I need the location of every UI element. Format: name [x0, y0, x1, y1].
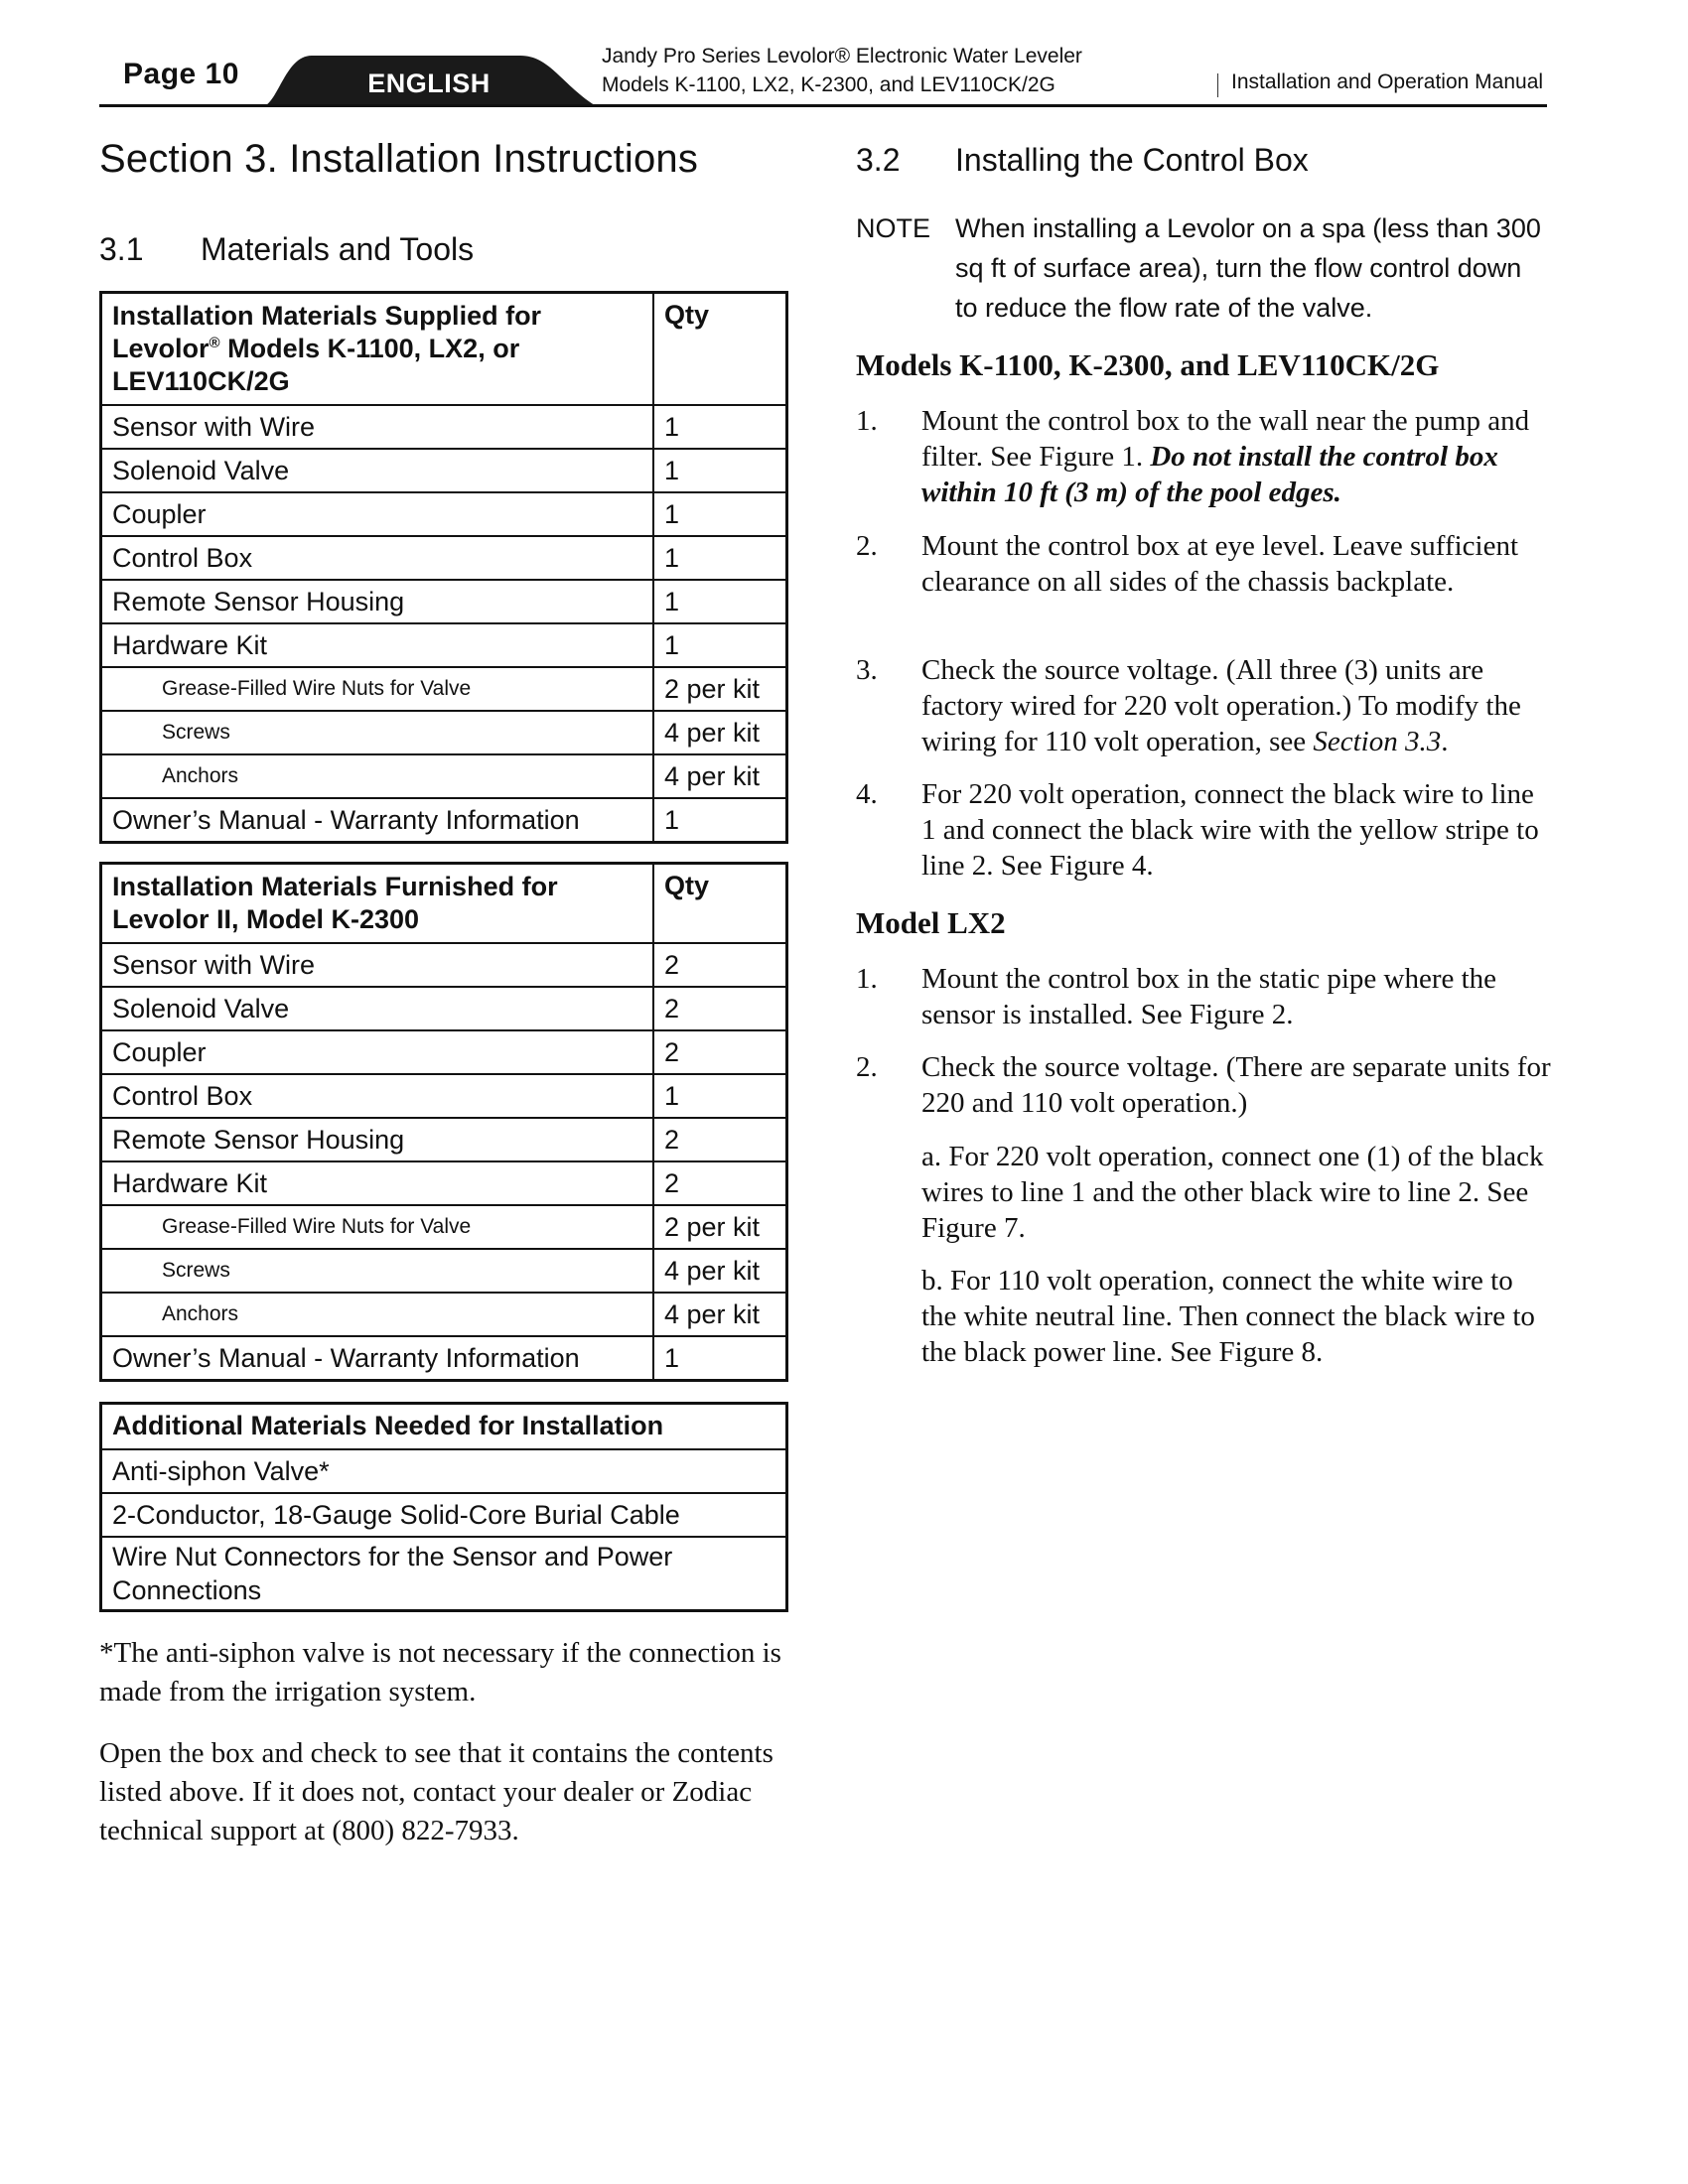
qty-cell: 2	[653, 943, 787, 987]
table-row	[101, 449, 787, 492]
step-text	[921, 403, 1551, 510]
qty-cell: 1	[653, 1074, 787, 1118]
qty-header: Qty	[653, 293, 787, 406]
table-header-row	[101, 864, 787, 944]
table-row	[101, 1074, 787, 1118]
table-row	[101, 1118, 787, 1161]
models-heading-1: Models K-1100, K-2300, and LEV110CK/2G	[856, 347, 1440, 382]
item-cell: Solenoid Valve	[101, 449, 654, 492]
step-item	[856, 528, 1551, 600]
item-cell: Grease-Filled Wire Nuts for Valve	[101, 667, 654, 711]
step-text-plain: Mount the control box to the wall near the pump and filter. See Figure 1.	[921, 405, 1530, 473]
item-cell: Control Box	[101, 536, 654, 580]
item-cell: Wire Nut Connectors for the Sensor and Power Connections	[101, 1537, 787, 1611]
document-title	[602, 42, 1082, 99]
step-number: 2.	[856, 1051, 878, 1083]
materials-table-2	[99, 862, 788, 1382]
qty-cell: 1	[653, 1336, 787, 1381]
table-row	[101, 1493, 787, 1537]
table-row	[101, 1293, 787, 1336]
table-row	[101, 536, 787, 580]
header-separator	[1217, 73, 1218, 97]
step-item	[856, 1049, 1551, 1121]
qty-header: Qty	[653, 864, 787, 944]
qty-cell: 1	[653, 449, 787, 492]
qty-cell: 4 per kit	[653, 1293, 787, 1336]
subsection-name: Materials and Tools	[201, 231, 475, 267]
document-title-line2: Models K-1100, LX2, K-2300, and LEV110CK/2G	[602, 73, 1055, 96]
step-text: For 220 volt operation, connect the black wire to line 1 and connect the black wire with the yellow stripe to line 2. See Figure 4.	[921, 778, 1539, 882]
step-text-plain: Check the source voltage. (All three (3) units are factory wired for 220 volt operation.) To modify the wiring for 110 volt operation, see	[921, 654, 1521, 757]
note-text: When installing a Levolor on a spa (less than 300 sq ft of surface area), turn the flow control down to reduce the flow rate of the valve.	[955, 213, 1541, 323]
models-heading-2: Model LX2	[856, 905, 1006, 940]
substep-a: a. For 220 volt operation, connect one (1) of the black wires to line 1 and the other black wire to line 2. See Figure 7.	[921, 1141, 1544, 1244]
open-box-paragraph: Open the box and check to see that it contains the contents listed above. If it does not, contact your dealer or Zodiac technical support at (800) 822-7933.	[99, 1737, 774, 1846]
step-number: 1.	[856, 963, 878, 995]
item-cell: Hardware Kit	[101, 623, 654, 667]
item-cell: Remote Sensor Housing	[101, 580, 654, 623]
step-text-end: .	[1441, 726, 1449, 757]
footnote: *The anti-siphon valve is not necessary if the connection is made from the irrigation system.	[99, 1637, 781, 1707]
subsection-3-1-title	[99, 231, 474, 268]
manual-title: Installation and Operation Manual	[1231, 70, 1544, 93]
qty-cell: 1	[653, 536, 787, 580]
table-header-row	[101, 1404, 787, 1450]
step-item	[856, 652, 1551, 759]
item-cell: Owner’s Manual - Warranty Information	[101, 1336, 654, 1381]
table-row	[101, 405, 787, 449]
qty-cell: 4 per kit	[653, 1249, 787, 1293]
table-header-line: Installation Materials Supplied for	[112, 301, 542, 331]
step-item	[856, 776, 1551, 884]
item-cell: 2-Conductor, 18-Gauge Solid-Core Burial Cable	[101, 1493, 787, 1537]
item-cell: Anchors	[101, 754, 654, 798]
table-row	[101, 1449, 787, 1493]
qty-cell: 1	[653, 798, 787, 843]
table-header-line: LEV110CK/2G	[112, 366, 290, 396]
step-text	[921, 652, 1551, 759]
item-cell: Screws	[101, 711, 654, 754]
step-text: Mount the control box at eye level. Leave sufficient clearance on all sides of the chassis backplate.	[921, 530, 1519, 598]
step-number: 3.	[856, 654, 878, 686]
table-row	[101, 580, 787, 623]
table-row	[101, 1161, 787, 1205]
step-number: 1.	[856, 405, 878, 437]
item-cell: Coupler	[101, 492, 654, 536]
item-cell: Control Box	[101, 1074, 654, 1118]
registered-mark: ®	[209, 335, 220, 351]
qty-cell: 1	[653, 405, 787, 449]
step-number: 4.	[856, 778, 878, 810]
item-cell: Sensor with Wire	[101, 405, 654, 449]
table-header-cell	[101, 864, 654, 944]
item-cell: Hardware Kit	[101, 1161, 654, 1205]
item-cell: Solenoid Valve	[101, 987, 654, 1030]
table-row	[101, 1030, 787, 1074]
table-row	[101, 1205, 787, 1249]
table-row	[101, 1249, 787, 1293]
subsection-name: Installing the Control Box	[955, 142, 1309, 178]
qty-cell: 1	[653, 580, 787, 623]
language-tab-label: ENGLISH	[367, 68, 491, 98]
substep-b: b. For 110 volt operation, connect the white wire to the white neutral line. Then connect the black wire to the black power line. See Figure 8.	[921, 1265, 1535, 1368]
item-cell: Anchors	[101, 1293, 654, 1336]
item-cell: Remote Sensor Housing	[101, 1118, 654, 1161]
page-number: Page 10	[123, 58, 239, 90]
step-item	[856, 403, 1551, 510]
qty-cell: 1	[653, 623, 787, 667]
qty-cell: 4 per kit	[653, 754, 787, 798]
item-cell: Grease-Filled Wire Nuts for Valve	[101, 1205, 654, 1249]
table-row	[101, 1336, 787, 1381]
section-reference: Section 3.3	[1313, 726, 1442, 757]
qty-cell: 2	[653, 1118, 787, 1161]
additional-materials-table	[99, 1402, 788, 1612]
header-rule	[99, 104, 1547, 107]
table-row	[101, 711, 787, 754]
step-text: Check the source voltage. (There are separate units for 220 and 110 volt operation.)	[921, 1051, 1551, 1119]
language-tab	[260, 56, 598, 107]
note-block	[856, 208, 1551, 328]
table-header-line: Installation Materials Furnished for	[112, 872, 558, 901]
subsection-number: 3.2	[856, 142, 901, 178]
step-item	[856, 961, 1551, 1032]
table-row	[101, 667, 787, 711]
item-cell: Coupler	[101, 1030, 654, 1074]
qty-cell: 2	[653, 1030, 787, 1074]
item-cell: Owner’s Manual - Warranty Information	[101, 798, 654, 843]
qty-cell: 1	[653, 492, 787, 536]
qty-cell: 4 per kit	[653, 711, 787, 754]
item-cell: Anti-siphon Valve*	[101, 1449, 787, 1493]
table-row	[101, 623, 787, 667]
table-header-line: Levolor II, Model K-2300	[112, 904, 420, 934]
materials-table-1	[99, 291, 788, 844]
subsection-number: 3.1	[99, 231, 144, 267]
item-cell: Sensor with Wire	[101, 943, 654, 987]
document-title-line1: Jandy Pro Series Levolor® Electronic Water Leveler	[602, 45, 1082, 68]
qty-cell: 2	[653, 987, 787, 1030]
item-cell: Screws	[101, 1249, 654, 1293]
qty-cell: 2 per kit	[653, 1205, 787, 1249]
table-row	[101, 798, 787, 843]
table-header-line: Models K-1100, LX2, or	[219, 334, 520, 363]
qty-cell: 2 per kit	[653, 667, 787, 711]
note-label: NOTE	[856, 213, 931, 243]
table-header-line: Levolor	[112, 334, 210, 363]
step-number: 2.	[856, 530, 878, 562]
table-row	[101, 1537, 787, 1611]
subsection-3-2-title	[856, 142, 1309, 179]
section-title: Section 3. Installation Instructions	[99, 137, 699, 181]
table-header-cell	[101, 293, 654, 406]
table-row	[101, 987, 787, 1030]
table-row	[101, 492, 787, 536]
table-row	[101, 754, 787, 798]
step-text: Mount the control box in the static pipe where the sensor is installed. See Figure 2.	[921, 963, 1497, 1030]
qty-cell: 2	[653, 1161, 787, 1205]
table-row	[101, 943, 787, 987]
table-header-cell: Additional Materials Needed for Installation	[101, 1404, 787, 1450]
step-warning: Do not install the control box within 10 ft (3 m) of the pool edges.	[921, 441, 1498, 508]
table-header-row	[101, 293, 787, 406]
